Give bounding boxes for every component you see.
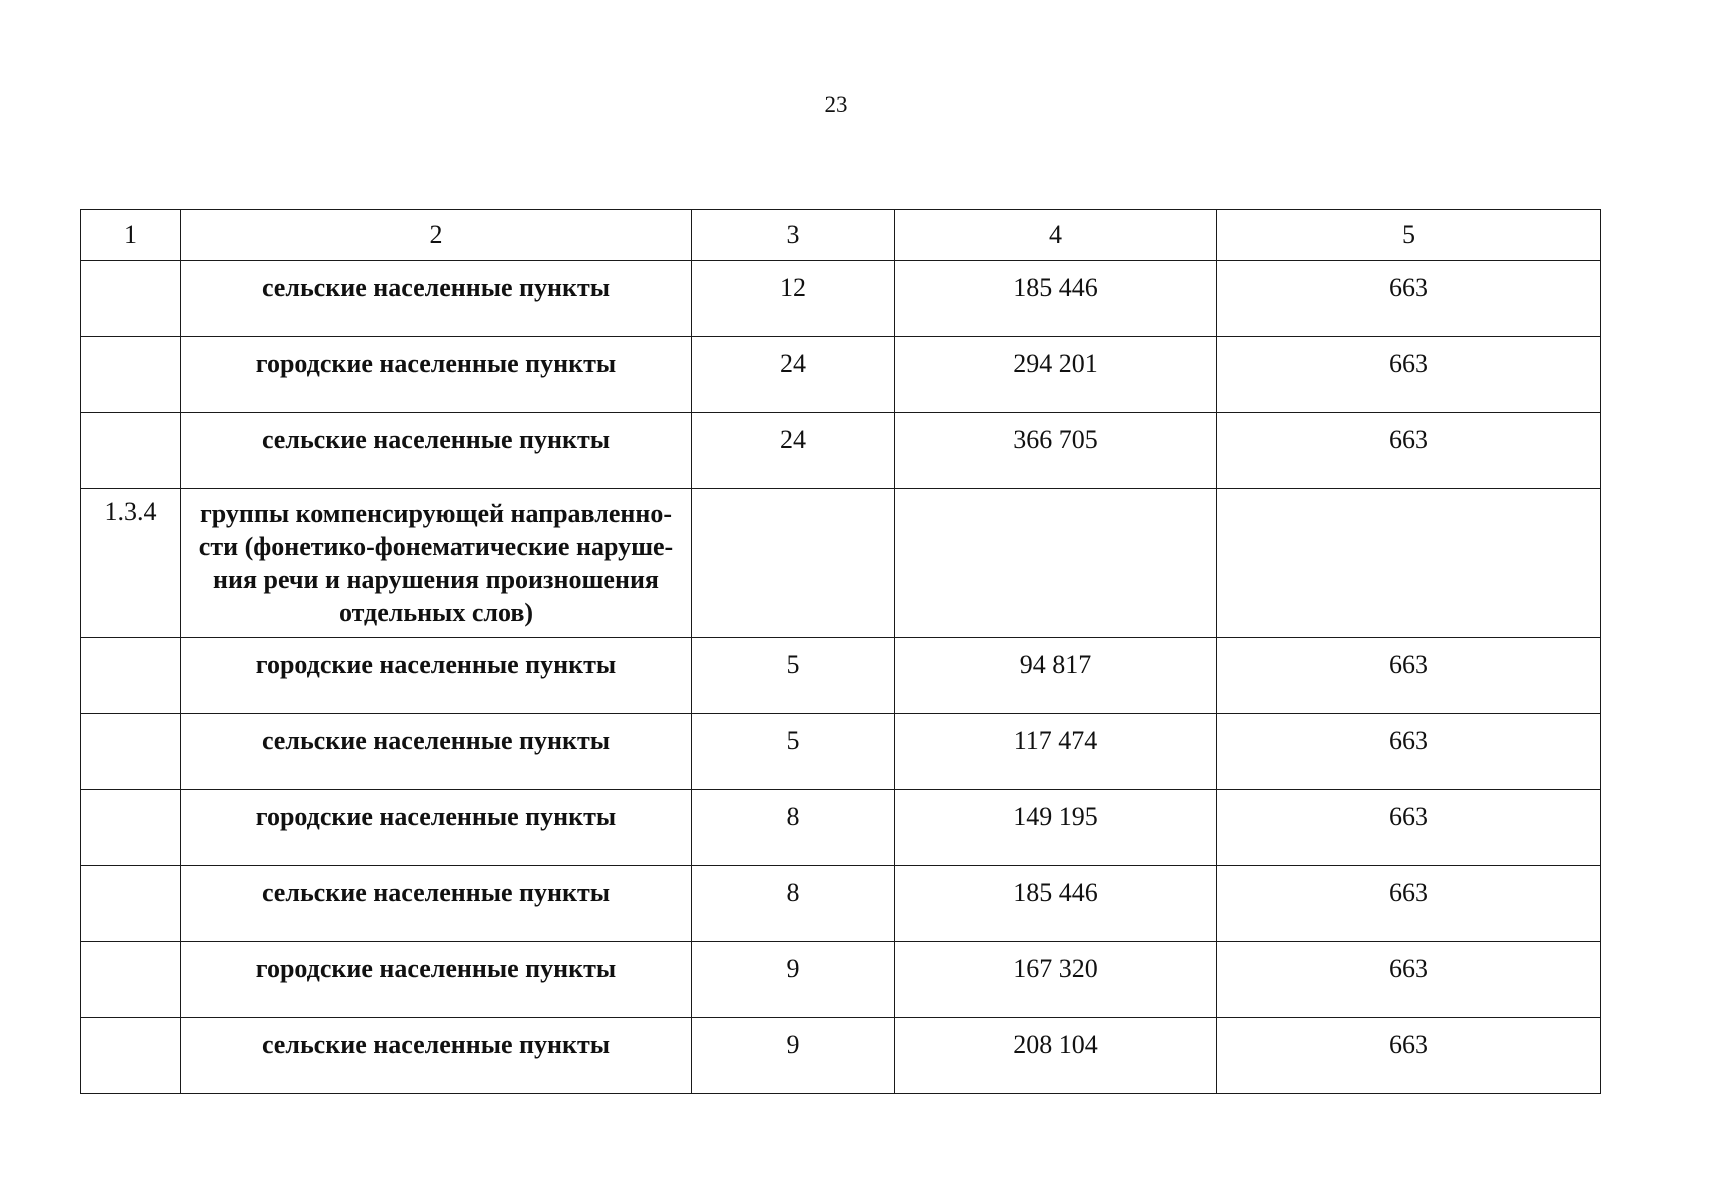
section-row — [81, 489, 1601, 638]
cell-col4 — [895, 489, 1217, 638]
cell-col4: 366 705 — [895, 413, 1217, 489]
cell-col3: 24 — [692, 337, 895, 413]
cell-col5: 663 — [1217, 866, 1601, 942]
cell-col3: 24 — [692, 413, 895, 489]
cell-settlement-type: сельские населенные пункты — [181, 866, 692, 942]
cell-section-code: 1.3.4 — [81, 489, 181, 638]
cell-col5: 663 — [1217, 790, 1601, 866]
cell-col4: 185 446 — [895, 261, 1217, 337]
cell-code — [81, 790, 181, 866]
table-row — [81, 790, 1601, 866]
table-row — [81, 337, 1601, 413]
header-col-4: 4 — [895, 210, 1217, 261]
header-col-2: 2 — [181, 210, 692, 261]
cell-col3: 12 — [692, 261, 895, 337]
tariff-table — [80, 209, 1601, 1094]
cell-col3: 9 — [692, 942, 895, 1018]
cell-col4: 117 474 — [895, 714, 1217, 790]
cell-settlement-type: городские населенные пункты — [181, 337, 692, 413]
table-row — [81, 942, 1601, 1018]
cell-col3: 8 — [692, 866, 895, 942]
cell-section-description: группы компенсирующей направленно-сти (фонетико-фонематические наруше-ния речи и нарушения произношения отдельных слов) — [181, 489, 692, 638]
table-row — [81, 1018, 1601, 1094]
cell-col5: 663 — [1217, 638, 1601, 714]
cell-settlement-type: сельские населенные пункты — [181, 714, 692, 790]
cell-col5: 663 — [1217, 1018, 1601, 1094]
cell-col5: 663 — [1217, 261, 1601, 337]
cell-col3 — [692, 489, 895, 638]
table-row — [81, 261, 1601, 337]
header-col-5: 5 — [1217, 210, 1601, 261]
cell-col4: 149 195 — [895, 790, 1217, 866]
table-row — [81, 413, 1601, 489]
cell-col4: 208 104 — [895, 1018, 1217, 1094]
page-number: 23 — [824, 92, 848, 117]
cell-col3: 5 — [692, 714, 895, 790]
table-row — [81, 638, 1601, 714]
cell-code — [81, 1018, 181, 1094]
cell-code — [81, 714, 181, 790]
cell-col3: 9 — [692, 1018, 895, 1094]
cell-col5 — [1217, 489, 1601, 638]
cell-col4: 167 320 — [895, 942, 1217, 1018]
table-row — [81, 714, 1601, 790]
cell-col3: 5 — [692, 638, 895, 714]
cell-settlement-type: городские населенные пункты — [181, 790, 692, 866]
cell-col5: 663 — [1217, 942, 1601, 1018]
cell-settlement-type: городские населенные пункты — [181, 942, 692, 1018]
cell-col4: 94 817 — [895, 638, 1217, 714]
header-row — [81, 210, 1601, 261]
header-col-3: 3 — [692, 210, 895, 261]
cell-settlement-type: сельские населенные пункты — [181, 1018, 692, 1094]
cell-col4: 185 446 — [895, 866, 1217, 942]
cell-col3: 8 — [692, 790, 895, 866]
cell-code — [81, 261, 181, 337]
header-col-1: 1 — [81, 210, 181, 261]
table-row — [81, 866, 1601, 942]
cell-settlement-type: городские населенные пункты — [181, 638, 692, 714]
cell-col4: 294 201 — [895, 337, 1217, 413]
cell-col5: 663 — [1217, 714, 1601, 790]
cell-code — [81, 413, 181, 489]
cell-col5: 663 — [1217, 337, 1601, 413]
cell-code — [81, 638, 181, 714]
cell-settlement-type: сельские населенные пункты — [181, 413, 692, 489]
cell-code — [81, 337, 181, 413]
cell-code — [81, 942, 181, 1018]
cell-settlement-type: сельские населенные пункты — [181, 261, 692, 337]
cell-code — [81, 866, 181, 942]
cell-col5: 663 — [1217, 413, 1601, 489]
